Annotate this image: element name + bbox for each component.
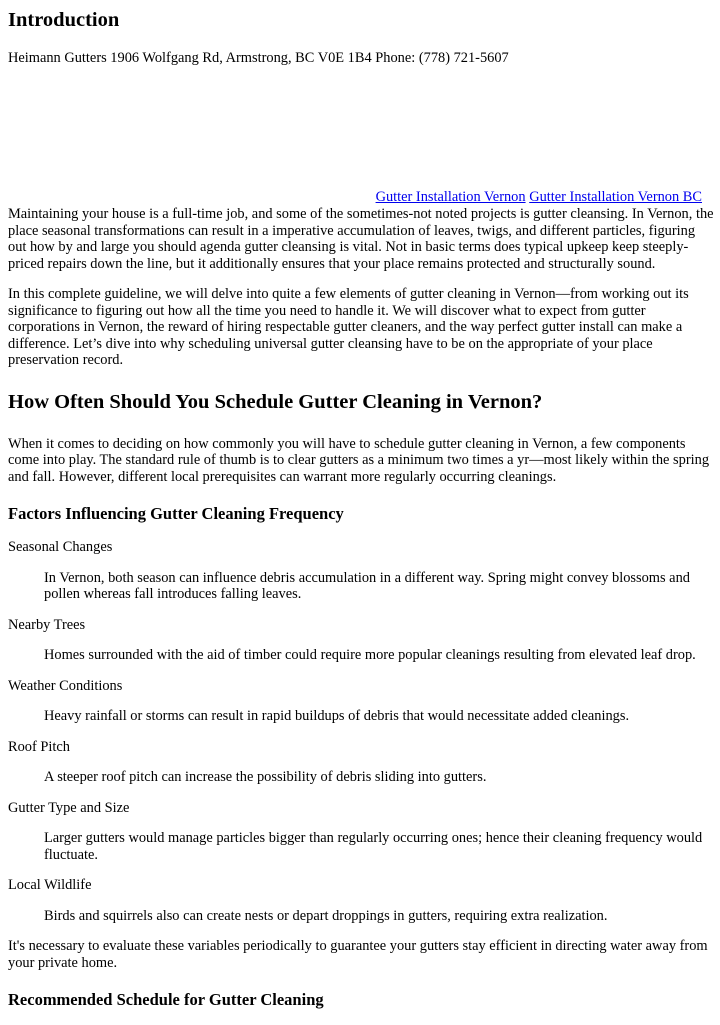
- schedule-paragraph: When it comes to deciding on how commonly you will have to schedule gutter cleaning in Vernon, a few components come into play. The standard rule of thumb is to clear gutters as a minimum two times a yr—most likely within the spring and fall. However, different local prerequisites can warrant more regularly occurring cleanings.: [8, 435, 710, 485]
- link-row: [376, 189, 702, 206]
- factor-desc-roof-pitch: A steeper roof pitch can increase the possibility of debris sliding into gutters.: [44, 769, 487, 785]
- factor-desc-weather-conditions: Heavy rainfall or storms can result in rapid buildups of debris that would necessitate added cleanings.: [44, 708, 630, 724]
- schedule-heading: How Often Should You Schedule Gutter Cleaning in Vernon?: [8, 390, 543, 413]
- intro-paragraph-1: Maintaining your house is a full-time job, and some of the sometimes-not noted projects is gutter cleansing. In Vernon, the place seasonal transformations can result in a imperative accumulation of leaves, twigs, and different particles, figuring out how by and large you should agenda gutter cleansing is vital. Not in basic terms does typical upkeep keep steeply-priced repairs down the line, but it additionally ensures that your place remains protected and structurally sound.: [8, 206, 714, 272]
- intro-paragraph-2: In this complete guideline, we will delve into quite a few elements of gutter cleaning in Vernon—from working out its significance to figuring out how all the time you need to handle it. We will discover what to expect from gutter corporations in Vernon, the reward of hiring respectable gutter cleaners, and the way perfect gutter install can make a difference. Let’s dive into why scheduling universal gutter cleansing have to be on the appropriate of your place preservation record.: [8, 286, 689, 368]
- factors-heading: Factors Influencing Gutter Cleaning Frequency: [8, 504, 344, 523]
- factor-term-nearby-trees: Nearby Trees: [8, 616, 86, 633]
- factor-term-roof-pitch: Roof Pitch: [8, 738, 70, 755]
- recommended-heading: Recommended Schedule for Gutter Cleaning: [8, 990, 324, 1009]
- gutter-installation-vernon-link[interactable]: Gutter Installation Vernon: [375, 189, 526, 205]
- business-address: Heimann Gutters 1906 Wolfgang Rd, Armstrong, BC V0E 1B4 Phone: (778) 721-5607: [8, 50, 509, 66]
- factor-term-gutter-type-size: Gutter Type and Size: [8, 799, 130, 816]
- factor-desc-gutter-type-size: Larger gutters would manage particles bigger than regularly occurring ones; hence their cleaning frequency would fluctuate.: [44, 830, 703, 863]
- factor-desc-nearby-trees: Homes surrounded with the aid of timber could require more popular cleanings resulting from elevated leaf drop.: [44, 647, 696, 663]
- gutter-installation-vernon-bc-link[interactable]: Gutter Installation Vernon BC: [529, 189, 702, 205]
- factor-term-seasonal-changes: Seasonal Changes: [8, 539, 113, 555]
- factors-list: [8, 539, 714, 924]
- factor-desc-local-wildlife: Birds and squirrels also can create nests or depart droppings in gutters, requiring extra realization.: [44, 907, 608, 924]
- factor-term-weather-conditions: Weather Conditions: [8, 677, 123, 694]
- factor-desc-seasonal-changes: In Vernon, both season can influence debris accumulation in a different way. Spring might convey blossoms and pollen whereas fall introduces falling leaves.: [44, 569, 690, 602]
- factor-term-local-wildlife: Local Wildlife: [8, 877, 92, 893]
- factors-closing-paragraph: It's necessary to evaluate these variables periodically to guarantee your gutters stay efficient in directing water away from your private home.: [8, 938, 708, 971]
- article-body: [8, 206, 714, 1025]
- intro-heading: Introduction: [8, 9, 120, 31]
